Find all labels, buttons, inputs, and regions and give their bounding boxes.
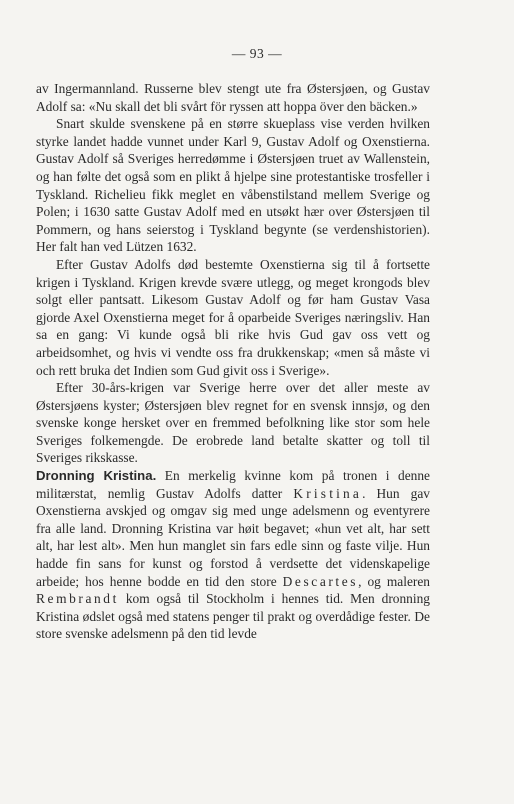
spaced-name: Kristina (293, 485, 363, 501)
spaced-name: Rembrandt (36, 591, 119, 607)
paragraph-text: , og maleren (358, 573, 430, 589)
paragraph-text: En merkelig kvinne kom på tronen i denne militærstat, nemlig Gustav Adolfs datter (36, 468, 430, 501)
section-heading: Dronning Kristina. (36, 468, 157, 484)
paragraph: Efter 30-års-krigen var Sverige herre over det aller meste av Østersjøens kyster; Østersjøen blev regnet for en svensk innsjø, og den svenske konge hersket over en fremmed befolkning like stor som hele Sveriges folkemengde. De erobrede land betalte skatter og toll til Sveriges rikskasse. (36, 380, 430, 466)
paragraph: av Ingermannland. Russerne blev stengt ute fra Østersjøen, og Gustav Adolf sa: «Nu skall det bli svårt för ryssen att hoppa över den bäcken.» (36, 81, 430, 114)
page-number: — 93 — (231, 46, 283, 61)
paragraph-text: . Hun gav Oxenstierna avskjed og omgav sig med unge adelsmenn og eventyrere fra alle land. Dronning Kristina var høit begavet; «hun vet alt, har sett alt, har lest alt». Men hun manglet sin fars edle sinn og faste vilje. Hun hadde fin sans for kunst og forstod å verdsette det videnskapelige arbeide; hos henne bodde en tid den store (36, 485, 430, 589)
paragraph: Snart skulde svenskene på en større skueplass vise verden hvilken styrke landet hadde vunnet under Karl 9, Gustav Adolf og Oxenstierna. Gustav Adolf så Sveriges herredømme i Østersjøen truet av Wallenstein, og han følte det også som en plikt å hjelpe sine protestantiske trosfeller i Tyskland. Richelieu fikk meglet en våbenstilstand mellem Sverige og Polen; i 1630 satte Gustav Adolf med en utsøkt hær over Østersjøen til Pommern, og hans seierstog i Tyskland begynte (se verdenshistorien). Her falt han ved Lützen 1632. (36, 116, 430, 255)
paragraph: Efter Gustav Adolfs død bestemte Oxenstierna sig til å fortsette krigen i Tyskland. Krigen krevde svære utlegg, og meget krongods blev solgt eller pantsatt. Likesom Gustav Adolf og før ham Gustav Vasa gjorde Axel Oxenstierna meget for å oparbeide Sveriges næringsliv. Han sa en gang: Vi kunde også bli rike hvis Gud gav oss vett og arbeidsomhet, og hvis vi vendte oss fra drukkenskap; «men så måste vi och rett bruka det Indien som Gud givit oss i Sverige». (36, 256, 430, 378)
body-text (36, 80, 430, 643)
paragraph-dronning-kristina (36, 467, 430, 643)
spaced-name: Descartes (282, 573, 359, 589)
paragraph-text: kom også til Stockholm i hennes tid. Men dronning Kristina ødslet også med statens penger til prakt og overdådige fester. De store svenske adelsmenn på den tid levde (36, 591, 430, 642)
